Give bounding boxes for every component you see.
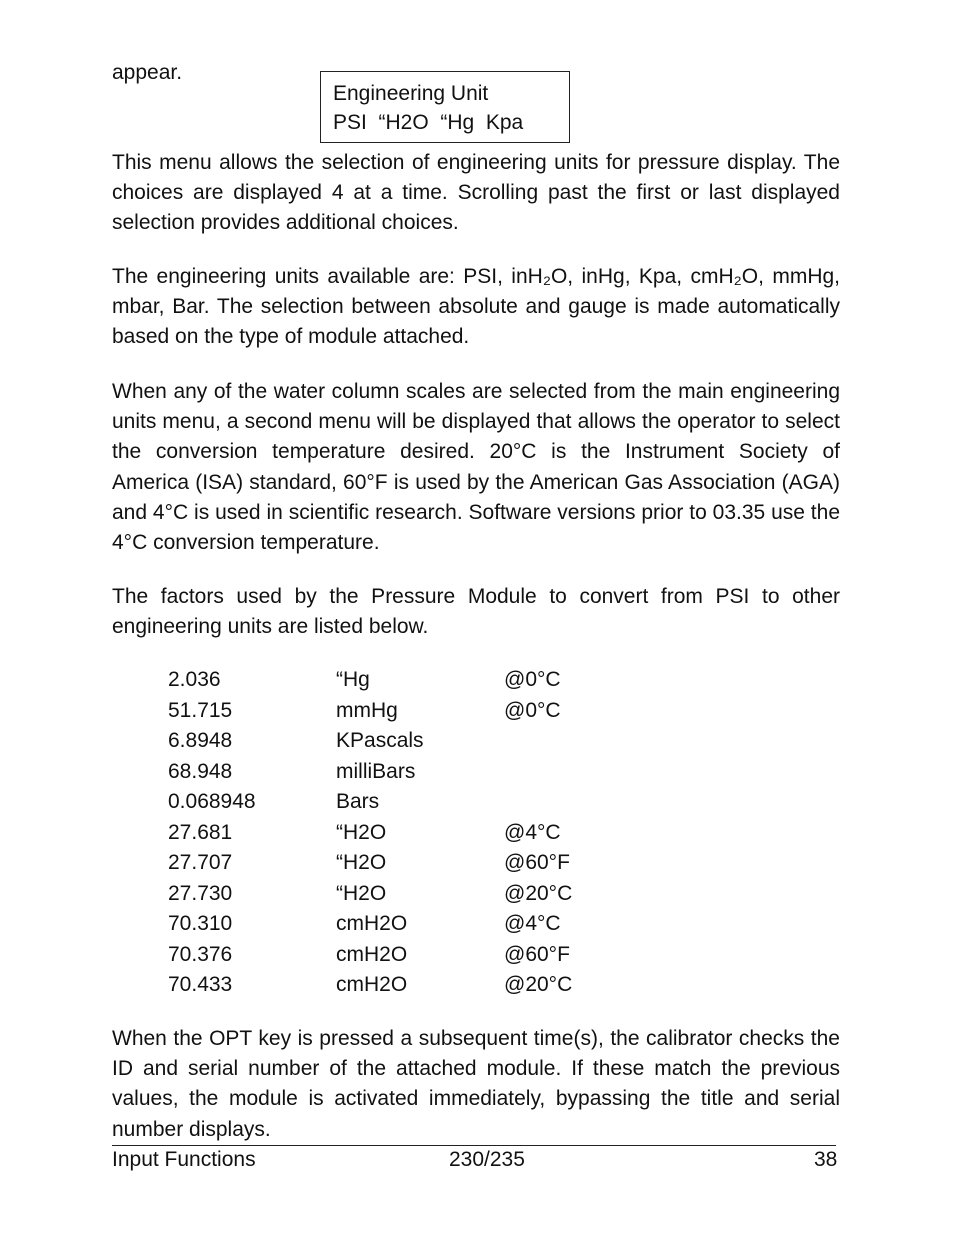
paragraph-opt-key: When the OPT key is pressed a subsequent time(s), the calibrator checks the ID and serial number of the attached module. If these match the previous values, the module is activated immediately, bypassing the title and serial number displays. [112, 1027, 840, 1141]
unit-cell: mmHg [336, 698, 398, 722]
display-line-1: Engineering Unit [333, 82, 489, 105]
unit-cell: “H2O [336, 881, 387, 905]
unit-cell: “H2O [336, 851, 387, 874]
factor-cell: 27.730 [168, 881, 233, 905]
table-row [168, 879, 588, 910]
intro-text: appear. [112, 61, 183, 84]
unit-cell: “Hg [336, 668, 370, 691]
table-row [168, 726, 588, 757]
table-row [168, 940, 588, 971]
unit-cell: cmH2O [336, 912, 408, 935]
factor-cell: 70.433 [168, 973, 233, 996]
factor-cell: 0.068948 [168, 790, 256, 813]
display-line-2: PSI “H2O “Hg Kpa [333, 111, 524, 134]
footer-page-number: 38 [814, 1148, 838, 1171]
paragraph-water-column: When any of the water column scales are selected from the main engineering units menu, a second menu will be displayed that allows the operator to select the conversion temperature desired. 20°C is the Instrument Society of America (ISA) standard, 60°F is used by the American Gas Association (AGA) and 4°C is used in scientific research. Software versions prior to 03.35 use the 4°C conversion temperature. [112, 380, 840, 555]
factor-cell: 70.310 [168, 912, 233, 935]
reference-cell: @60°F [504, 942, 570, 966]
unit-cell: milliBars [336, 759, 416, 783]
table-row [168, 970, 588, 1001]
factor-cell: 51.715 [168, 698, 233, 722]
lcd-display-box [320, 71, 570, 143]
paragraph-factors-intro: The factors used by the Pressure Module to convert from PSI to other engineering units are listed below. [112, 585, 840, 639]
footer-section-title: Input Functions [112, 1148, 256, 1171]
unit-cell: Bars [336, 790, 380, 813]
reference-cell: @0°C [504, 668, 561, 691]
table-row [168, 696, 588, 727]
unit-cell: cmH2O [336, 942, 408, 966]
reference-cell: @4°C [504, 820, 561, 844]
reference-cell: @20°C [504, 973, 573, 996]
paragraph-menu-selection: This menu allows the selection of engineering units for pressure display. The choices are displayed 4 at a time. Scrolling past the first or last displayed selection provides additional choices. [112, 151, 840, 235]
reference-cell: @0°C [504, 698, 561, 722]
table-row [168, 848, 588, 879]
factor-cell: 27.681 [168, 820, 233, 844]
reference-cell: @4°C [504, 912, 561, 935]
unit-cell: “H2O [336, 820, 387, 844]
factor-cell: 27.707 [168, 851, 233, 874]
table-row [168, 909, 588, 940]
table-row [168, 757, 588, 788]
reference-cell: @20°C [504, 881, 573, 905]
factor-cell: 70.376 [168, 942, 233, 966]
reference-cell: @60°F [504, 851, 570, 874]
unit-cell: cmH2O [336, 973, 408, 996]
unit-cell: KPascals [336, 729, 424, 752]
footer-model-number: 230/235 [449, 1148, 525, 1171]
table-row [168, 665, 588, 696]
paragraph-units-available: The engineering units available are: PSI, inH₂O, inHg, Kpa, cmH₂O, mmHg, mbar, Bar. The selection between absolute and gauge is made automatically based on the type of module attached. [112, 265, 840, 349]
table-row [168, 818, 588, 849]
table-row [168, 787, 588, 818]
factor-cell: 6.8948 [168, 729, 233, 752]
factor-cell: 68.948 [168, 759, 233, 783]
factor-cell: 2.036 [168, 668, 221, 691]
conversion-table [168, 665, 588, 1001]
